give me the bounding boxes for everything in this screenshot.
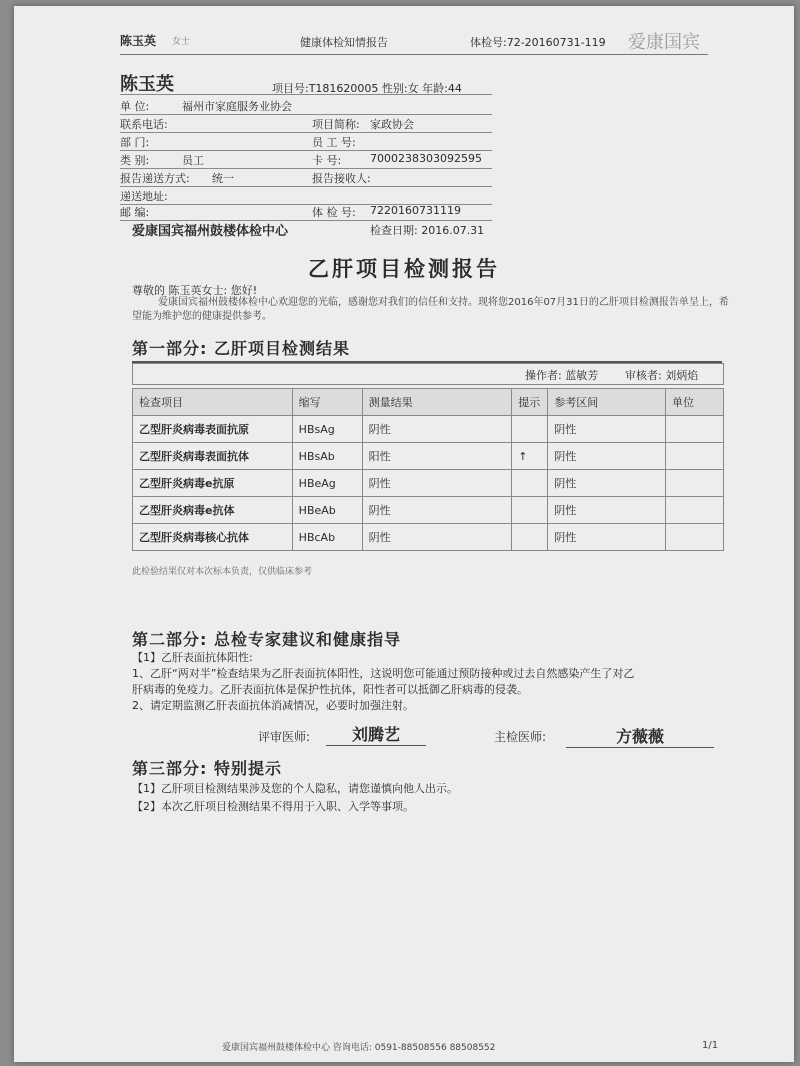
section3-title: 第三部分: 特别提示	[132, 759, 282, 778]
col-header: 测量结果	[362, 389, 512, 416]
reviewer: 审核者: 刘炳焰	[625, 369, 699, 382]
info-divider	[120, 78, 492, 95]
cell-reference: 阴性	[548, 443, 666, 470]
header-title-suffix: 女士	[172, 37, 191, 47]
info-divider	[120, 116, 492, 133]
cell-reference: 阴性	[548, 416, 666, 443]
type-value: 员工	[182, 154, 204, 167]
center-name: 爱康国宾福州鼓楼体检中心	[132, 224, 289, 239]
review-doctor-label: 评审医师:	[258, 730, 311, 744]
unit-label: 单 位:	[120, 100, 150, 113]
advice-text	[132, 650, 732, 714]
advice-line: 【1】乙肝表面抗体阳性:	[132, 651, 253, 664]
cell-item: 乙型肝炎病毒核心抗体	[133, 524, 293, 551]
patient-name: 陈玉英	[120, 74, 174, 95]
cell-item: 乙型肝炎病毒表面抗体	[133, 443, 293, 470]
intro-paragraph: 爱康国宾福州鼓楼体检中心欢迎您的光临，感谢您对我们的信任和支持。现将您2016年07月31日的乙肝项目检测报告单呈上，希望能为维护您的健康提供参考。	[132, 297, 729, 322]
report-paper	[14, 6, 794, 1062]
info-divider	[120, 170, 492, 187]
cell-reference: 阴性	[548, 470, 666, 497]
dept-label: 部 门:	[120, 136, 150, 149]
operator: 操作者: 蓝敏芳	[525, 369, 599, 382]
review-doctor-signature: 刘腾艺	[326, 722, 426, 746]
cell-abbr: HBsAb	[292, 443, 362, 470]
info-divider	[120, 134, 492, 151]
table-header-row	[133, 389, 724, 416]
tip-item: 【2】本次乙肝项目检测结果不得用于入职、入学等事项。	[132, 800, 414, 813]
advice-line: 2、请定期监测乙肝表面抗体消减情况，必要时加强注射。	[132, 699, 414, 712]
cell-item: 乙型肝炎病毒e抗原	[133, 470, 293, 497]
result-note: 此检验结果仅对本次标本负责，仅供临床参考	[132, 567, 313, 577]
col-header: 缩写	[292, 389, 362, 416]
page-header	[120, 28, 708, 55]
card-value: 7000238303092595	[370, 152, 482, 165]
col-header: 单位	[666, 389, 724, 416]
type-label: 类 别:	[120, 154, 150, 167]
cell-flag	[512, 497, 548, 524]
cell-unit	[666, 497, 724, 524]
cell-reference: 阴性	[548, 524, 666, 551]
advice-line: 肝病毒的免疫力。乙肝表面抗体是保护性抗体，阳性者可以抵御乙肝病毒的侵袭。	[132, 683, 528, 696]
card-label: 卡 号:	[312, 154, 342, 167]
cell-result: 阳性	[362, 443, 512, 470]
cell-abbr: HBeAb	[292, 497, 362, 524]
tips-list	[132, 780, 458, 816]
table-row	[133, 416, 724, 443]
cell-result: 阴性	[362, 416, 512, 443]
header-name: 陈玉英	[120, 34, 157, 48]
receiver-label: 报告接收人:	[312, 172, 371, 185]
cell-result: 阴性	[362, 470, 512, 497]
section2-title: 第二部分: 总检专家建议和健康指导	[132, 630, 401, 649]
emp-no-label: 员 工 号:	[312, 136, 356, 149]
cell-item: 乙型肝炎病毒表面抗原	[133, 416, 293, 443]
delivery-value: 统一	[212, 172, 234, 185]
cell-reference: 阴性	[548, 497, 666, 524]
tip-item: 【1】乙肝项目检测结果涉及您的个人隐私，请您谨慎向他人出示。	[132, 782, 458, 795]
info-divider	[120, 204, 492, 221]
info-divider	[120, 188, 492, 205]
cell-abbr: HBeAg	[292, 470, 362, 497]
operator-bar	[132, 363, 724, 385]
header-exam-no: 体检号:72-20160731-119	[470, 36, 606, 49]
exam-no-value: 7220160731119	[370, 204, 461, 217]
results-table	[132, 388, 724, 551]
table-row	[133, 443, 724, 470]
info-divider	[120, 152, 492, 169]
unit-value: 福州市家庭服务业协会	[182, 100, 292, 113]
cell-abbr: HBcAb	[292, 524, 362, 551]
cell-flag	[512, 470, 548, 497]
exam-no-label: 体 检 号:	[312, 206, 356, 219]
cell-abbr: HBsAg	[292, 416, 362, 443]
cell-flag	[512, 524, 548, 551]
col-header: 提示	[512, 389, 548, 416]
table-row	[133, 524, 724, 551]
cell-unit	[666, 524, 724, 551]
report-title: 乙肝项目检测报告	[308, 257, 500, 281]
cell-unit	[666, 416, 724, 443]
chief-doctor-label: 主检医师:	[494, 730, 547, 744]
delivery-label: 报告递送方式:	[120, 172, 190, 185]
check-date: 检查日期: 2016.07.31	[370, 224, 485, 237]
address-label: 递送地址:	[120, 190, 168, 203]
table-row	[133, 470, 724, 497]
footer-contact: 爱康国宾福州鼓楼体检中心 咨询电话: 0591-88508556 88508552	[222, 1043, 496, 1053]
project-abbr-label: 项目简称:	[312, 118, 360, 131]
phone-label: 联系电话:	[120, 118, 168, 131]
cell-item: 乙型肝炎病毒e抗体	[133, 497, 293, 524]
cell-result: 阴性	[362, 497, 512, 524]
greeting: 尊敬的 陈玉英女士: 您好!	[132, 284, 258, 297]
cell-flag	[512, 416, 548, 443]
project-line: 项目号:T181620005 性别:女 年龄:44	[272, 82, 462, 95]
header-doc-title: 健康体检知情报告	[300, 36, 388, 49]
col-header: 参考区间	[548, 389, 666, 416]
advice-line: 1、乙肝“两对半”检查结果为乙肝表面抗体阳性，这说明您可能通过预防接种或过去自然感染产生了对乙	[132, 667, 635, 680]
project-abbr-value: 家政协会	[370, 118, 414, 131]
page-number: 1/1	[702, 1040, 719, 1051]
col-header: 检查项目	[133, 389, 293, 416]
cell-flag: ↑	[512, 443, 548, 470]
brand-logo-text: 爱康国宾	[628, 32, 700, 53]
cell-result: 阴性	[362, 524, 512, 551]
postcode-label: 邮 编:	[120, 206, 150, 219]
chief-doctor-signature: 方薇薇	[566, 724, 714, 748]
cell-unit	[666, 470, 724, 497]
info-divider	[120, 98, 492, 115]
table-row	[133, 497, 724, 524]
cell-unit	[666, 443, 724, 470]
section1-title: 第一部分: 乙肝项目检测结果	[132, 336, 722, 363]
